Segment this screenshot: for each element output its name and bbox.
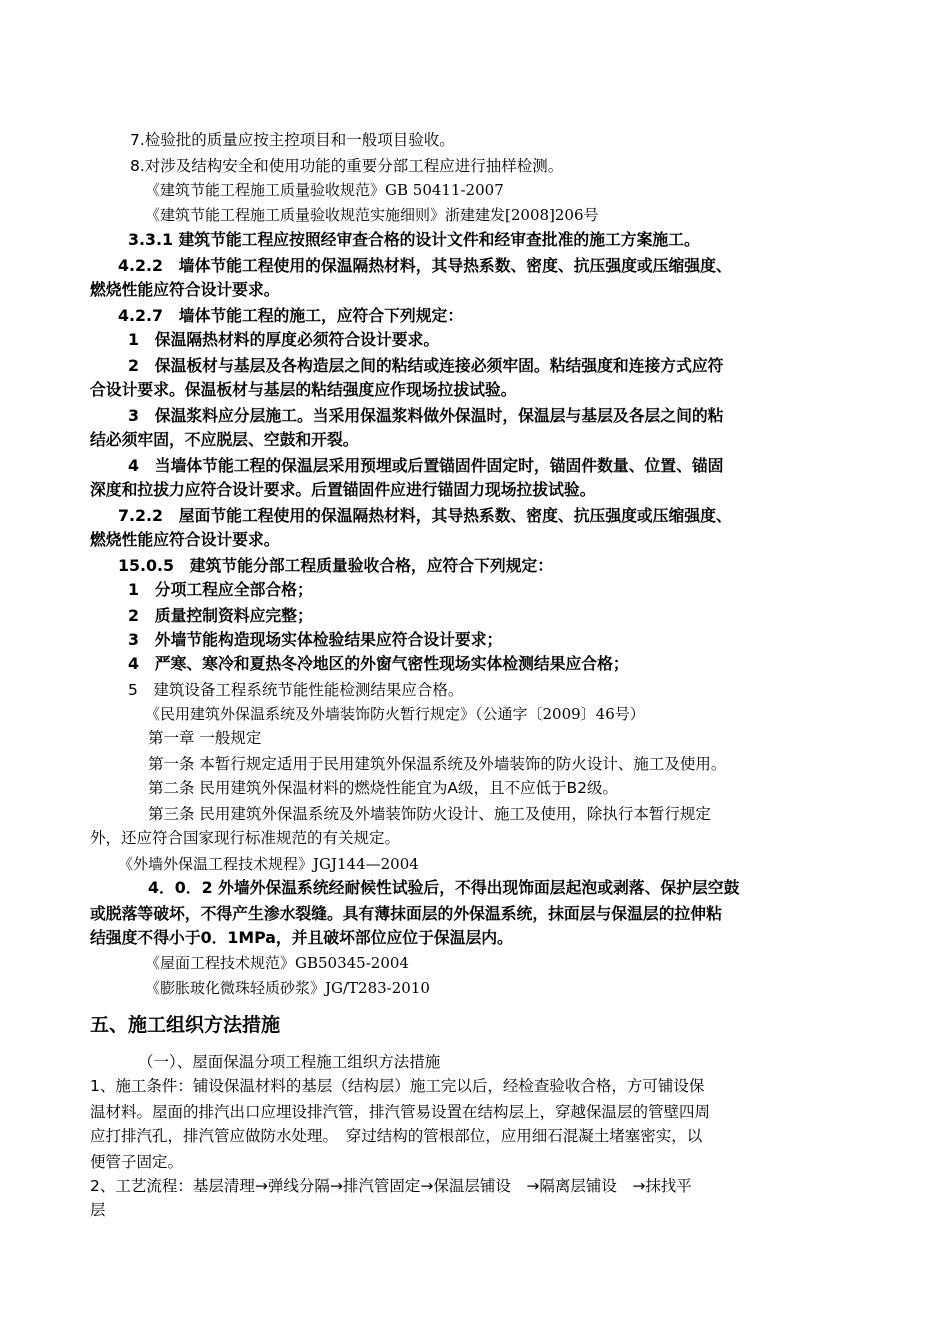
reference-title: 《外墙外保温工程技术规程》JGJ144—2004 bbox=[118, 855, 419, 873]
text-line: 8.对涉及结构安全和使用功能的重要分部工程应进行抽样检测。 bbox=[130, 157, 564, 175]
subsection-title: （一）、屋面保温分项工程施工组织方法措施 bbox=[138, 1053, 441, 1071]
clause-line: 合设计要求。保温板材与基层的粘结强度应作现场拉拔试验。 bbox=[90, 380, 517, 399]
text-line: 7.检验批的质量应按主控项目和一般项目验收。 bbox=[130, 131, 455, 149]
clause-line: 3.3.1 建筑节能工程应按照经审查合格的设计文件和经审查批准的施工方案施工。 bbox=[128, 230, 700, 249]
text-line: 第三条 民用建筑外保温系统及外墙装饰防火设计、施工及使用，除执行本暂行规定 bbox=[148, 805, 711, 823]
clause-line: 4 严寒、寒冷和夏热冬冷地区的外窗气密性现场实体检测结果应合格； bbox=[128, 654, 629, 673]
text-line: 温材料。屋面的排汽出口应埋设排汽管，排汽管易设置在结构层上，穿越保温层的管壁四周 bbox=[90, 1103, 711, 1121]
clause-line: 4 当墙体节能工程的保温层采用预埋或后置锚固件固定时，锚固件数量、位置、锚固 bbox=[128, 456, 724, 475]
clause-line: 4.2.2 墙体节能工程使用的保温隔热材料，其导热系数、密度、抗压强度或压缩强度、 bbox=[118, 256, 732, 275]
clause-line: 3 外墙节能构造现场实体检验结果应符合设计要求； bbox=[128, 630, 503, 649]
reference-title: 《建筑节能工程施工质量验收规范实施细则》浙建建发[2008]206号 bbox=[145, 206, 599, 224]
clause-line: 2 保温板材与基层及各构造层之间的粘结或连接必须牢固。粘结强度和连接方式应符 bbox=[128, 356, 724, 375]
clause-line: 1 保温隔热材料的厚度必须符合设计要求。 bbox=[128, 330, 440, 349]
reference-title: 《屋面工程技术规范》GB50345-2004 bbox=[145, 954, 409, 972]
text-line: 外，还应符合国家现行标准规范的有关规定。 bbox=[90, 829, 401, 847]
text-line: 应打排汽孔，排汽管应做防水处理。 穿过结构的管根部位，应用细石混凝土堵塞密实，以 bbox=[90, 1127, 703, 1145]
reference-title: 《民用建筑外保温系统及外墙装饰防火暂行规定》（公通字〔2009〕46号） bbox=[145, 705, 645, 723]
clause-line: 或脱落等破坏，不得产生渗水裂缝。具有薄抹面层的外保温系统，抹面层与保温层的拉伸粘 bbox=[90, 904, 722, 923]
chapter-title: 第一章 一般规定 bbox=[148, 729, 262, 747]
clause-line: 2 质量控制资料应完整； bbox=[128, 606, 313, 625]
clause-line: 3 保温浆料应分层施工。当采用保温浆料做外保温时，保温层与基层及各层之间的粘 bbox=[128, 406, 724, 425]
clause-line: 15.0.5 建筑节能分部工程质量验收合格，应符合下列规定： bbox=[118, 556, 554, 575]
text-line: 1、施工条件：铺设保温材料的基层（结构层）施工完以后，经检查验收合格，方可铺设保 bbox=[90, 1077, 705, 1095]
text-line: 5 建筑设备工程系统节能性能检测结果应合格。 bbox=[128, 681, 464, 699]
reference-title: 《建筑节能工程施工质量验收规范》GB 50411-2007 bbox=[145, 181, 504, 199]
text-line: 2、工艺流程：基层清理→弹线分隔→排汽管固定→保温层铺设 →隔离层铺设 →抹找平 bbox=[90, 1177, 692, 1195]
text-line: 第二条 民用建筑外保温材料的燃烧性能宜为A级，且不应低于B2级。 bbox=[148, 779, 619, 797]
clause-line: 4.2.7 墙体节能工程的施工，应符合下列规定： bbox=[118, 306, 464, 325]
clause-line: 4．0．2 外墙外保温系统经耐候性试验后，不得出现饰面层起泡或剥落、保护层空鼓 bbox=[148, 878, 740, 897]
clause-line: 深度和拉拔力应符合设计要求。后置锚固件应进行锚固力现场拉拔试验。 bbox=[90, 480, 596, 499]
text-line: 第一条 本暂行规定适用于民用建筑外保温系统及外墙装饰的防火设计、施工及使用。 bbox=[148, 755, 727, 773]
clause-line: 1 分项工程应全部合格； bbox=[128, 580, 313, 599]
clause-line: 结强度不得小于0．1MPa，并且破坏部位应位于保温层内。 bbox=[90, 928, 513, 947]
clause-line: 7.2.2 屋面节能工程使用的保温隔热材料，其导热系数、密度、抗压强度或压缩强度、 bbox=[118, 506, 732, 525]
section-heading: 五、施工组织方法措施 bbox=[90, 1014, 281, 1036]
clause-line: 结必须牢固，不应脱层、空鼓和开裂。 bbox=[90, 430, 359, 449]
clause-line: 燃烧性能应符合设计要求。 bbox=[90, 530, 280, 549]
text-line: 层 bbox=[90, 1201, 106, 1219]
text-line: 便管子固定。 bbox=[90, 1153, 184, 1171]
clause-line: 燃烧性能应符合设计要求。 bbox=[90, 280, 280, 299]
reference-title: 《膨胀玻化微珠轻质砂浆》JG/T283-2010 bbox=[145, 979, 430, 997]
